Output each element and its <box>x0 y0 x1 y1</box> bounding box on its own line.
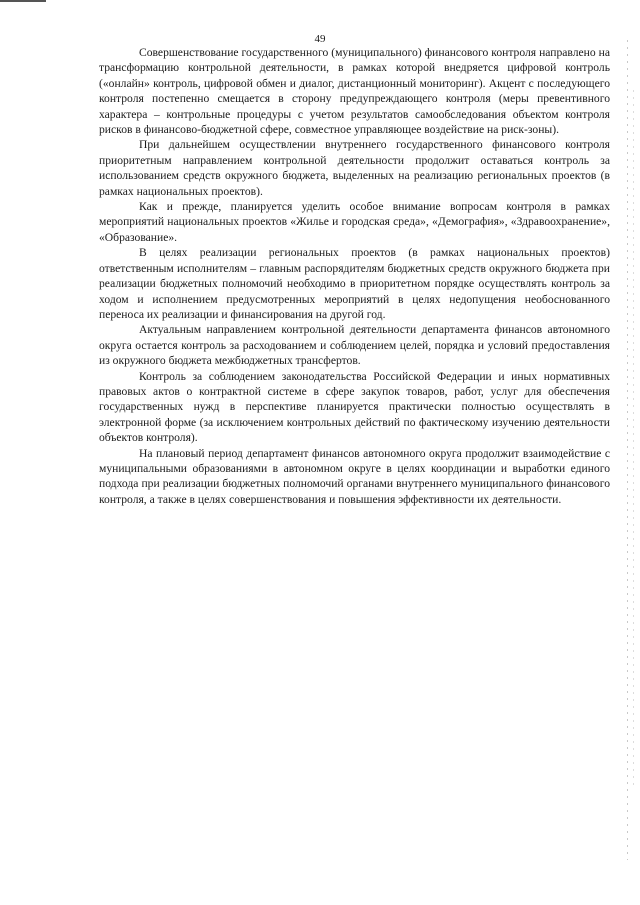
scan-artifact <box>0 0 46 2</box>
paragraph: Как и прежде, планируется уделить особое внимание вопросам контроля в рамках мероприятий национальных проектов «Жилье и городская среда», «Демография», «Здравоохранение», «Образование». <box>99 200 610 244</box>
paragraph: Контроль за соблюдением законодательства Российской Федерации и иных нормативных правовых актов о контрактной системе в сфере закупок товаров, работ, услуг для обеспечения государственных нужд в перспективе планируется практически полностью осуществлять в электронной форме (за исключением контрольных действий по фактическому изучению деятельности объектов контроля). <box>99 369 610 445</box>
page-number: 49 <box>314 33 326 45</box>
scan-edge-artifact <box>633 90 634 790</box>
paragraph: Совершенствование государственного (муниципального) финансового контроля направлено на трансформацию контрольной деятельности, в рамках которой внедряется цифровой контроль («онлайн» контроль, цифровой обмен и диалог, дистанционный мониторинг). Акцент с последующего контроля постепенно смещается в сторону предупреждающего контроля (меры превентивного характера – контрольные процедуры с учетом результатов самообследования объектом контроля рисков в финансово-бюджетной сфере, совместное управляющее воздействие на риск-зоны). <box>99 46 610 137</box>
paragraph: Актуальным направлением контрольной деятельности департамента финансов автономного округа остается контроль за расходованием и соблюдением целей, порядка и условий предоставления из окружного бюджета межбюджетных трансфертов. <box>99 323 610 368</box>
scan-edge-artifact <box>627 40 628 860</box>
document-body <box>99 45 610 507</box>
paragraph: При дальнейшем осуществлении внутреннего государственного финансового контроля приоритетным направлением контрольной деятельности продолжит оставаться контроль за использованием средств окружного бюджета, выделенных на реализацию региональных проектов (в рамках национальных проектов). <box>99 138 610 198</box>
paragraph: В целях реализации региональных проектов (в рамках национальных проектов) ответственным исполнителям – главным распорядителям бюджетных средств окружного бюджета при реализации бюджетных полномочий необходимо в приоритетном порядке осуществлять контроль за ходом и исполнением предусмотренных мероприятий в целях недопущения необоснованного переноса их реализации и финансирования на другой год. <box>99 246 610 321</box>
paragraph: На плановый период департамент финансов автономного округа продолжит взаимодействие с муниципальными образованиями в автономном округе в целях координации и выработки единого подхода при реализации бюджетных полномочий органами внутреннего муниципального финансового контроля, а также в целях совершенствования и повышения эффективности их деятельности. <box>99 446 610 506</box>
